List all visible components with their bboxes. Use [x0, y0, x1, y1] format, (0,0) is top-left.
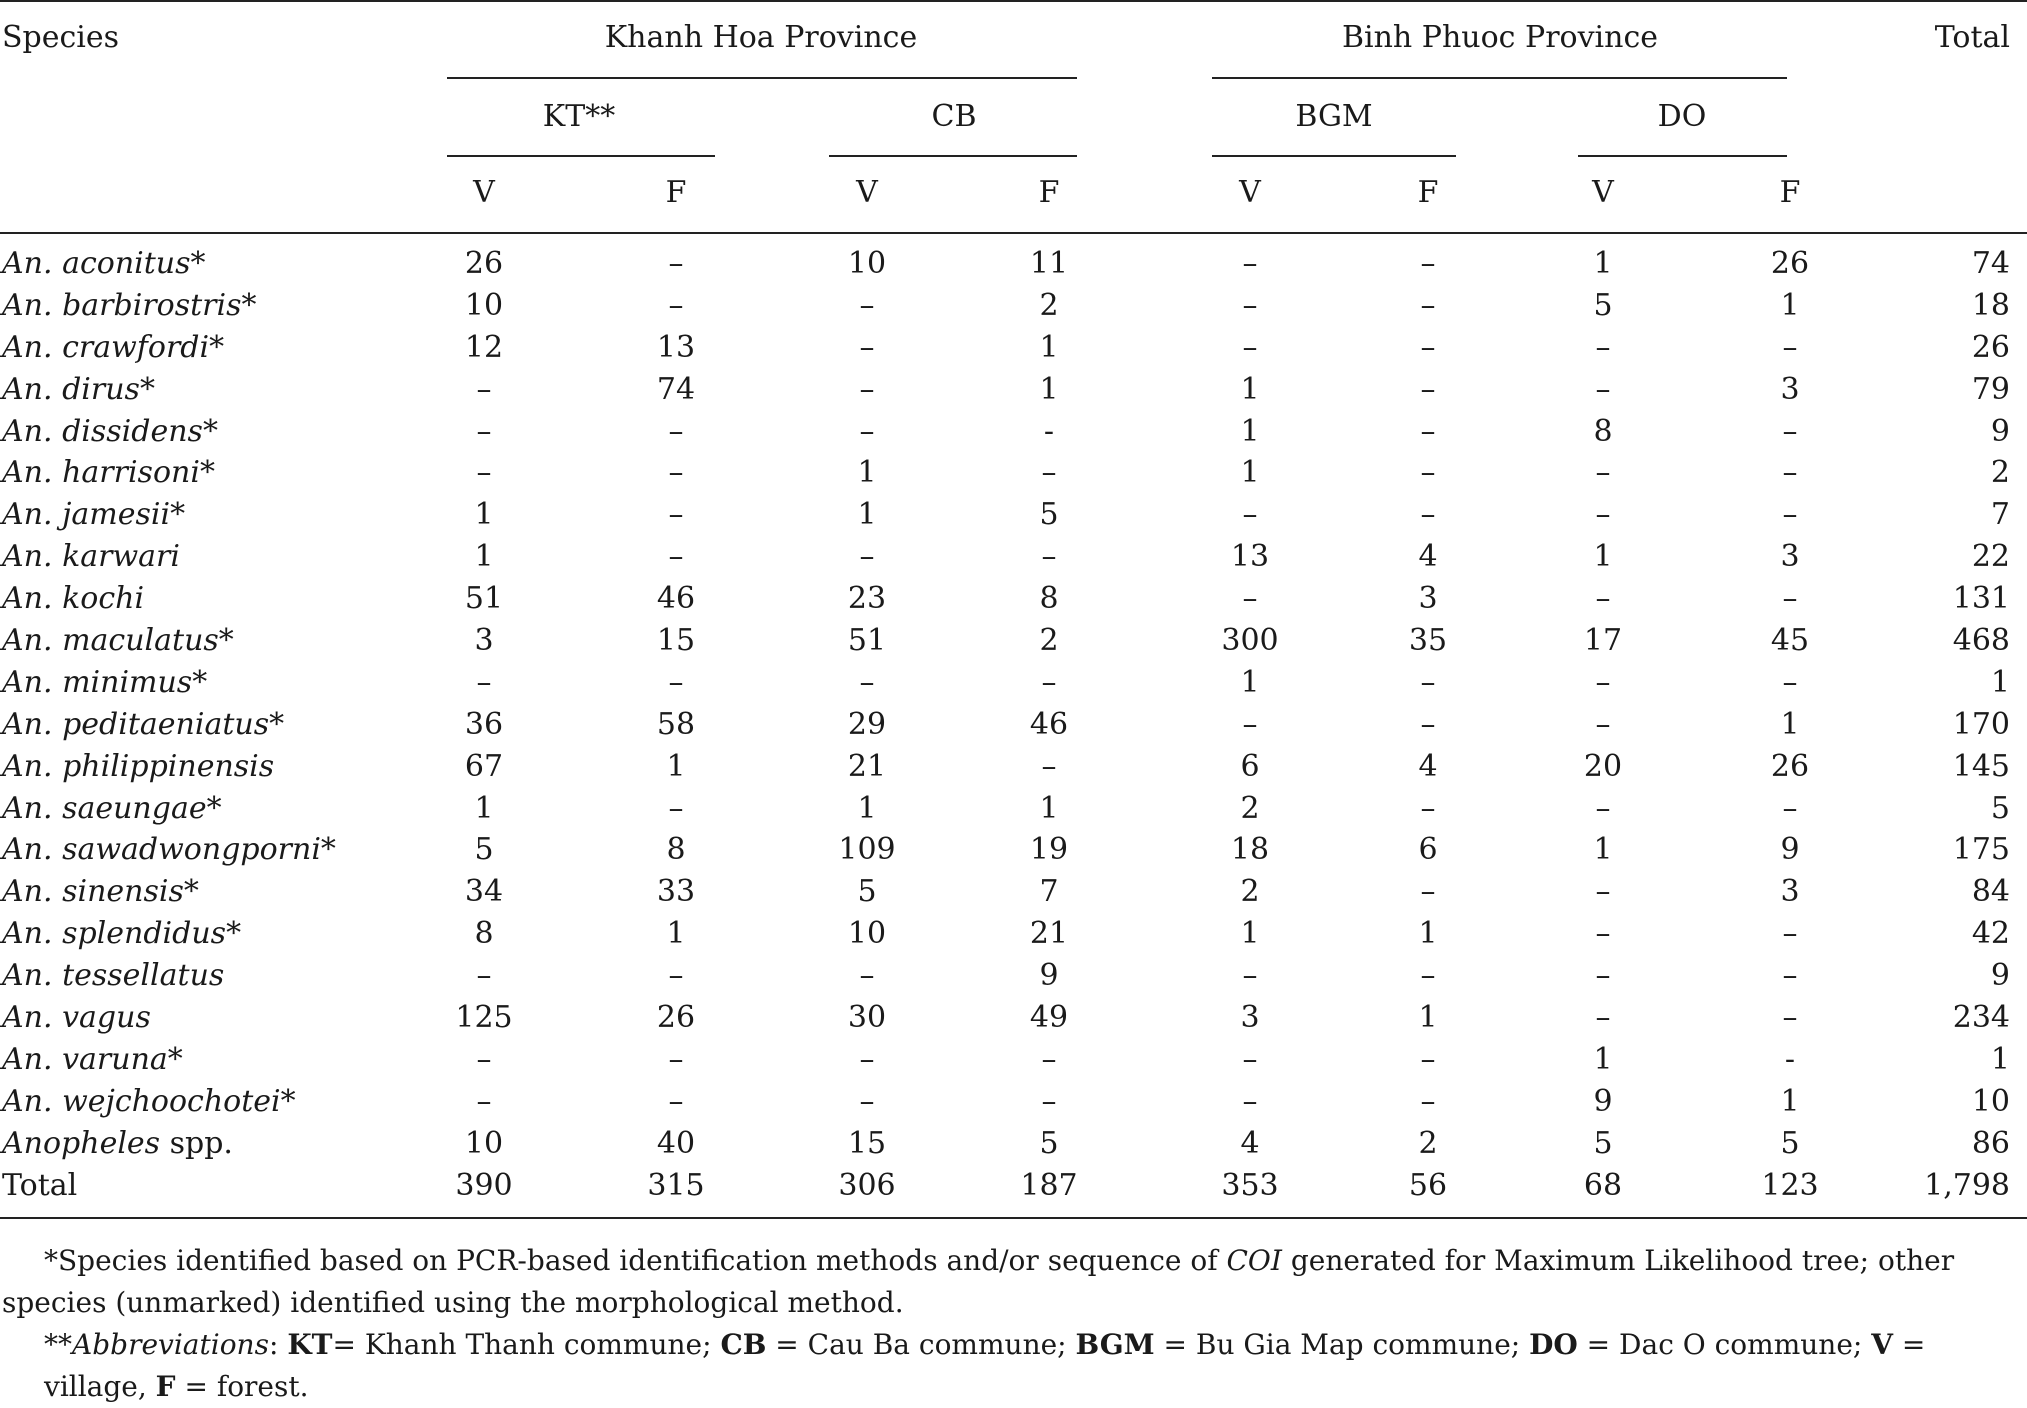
- count-cell: –: [668, 790, 684, 826]
- count-cell: 3: [1780, 539, 1800, 575]
- count-cell: –: [1782, 497, 1798, 533]
- species-name: An. kochi: [2, 581, 145, 617]
- abbreviation-key: DO: [1529, 1328, 1578, 1361]
- count-cell: –: [476, 413, 492, 449]
- count-cell: 26: [656, 1000, 696, 1036]
- count-cell: –: [859, 1083, 875, 1119]
- count-cell: 17: [1583, 623, 1623, 659]
- table-row: [0, 662, 2027, 704]
- count-cell: –: [1420, 329, 1436, 365]
- province-header-binh-phuoc: Binh Phuoc Province: [1341, 20, 1659, 55]
- count-cell: 74: [656, 371, 696, 407]
- count-cell: –: [1595, 329, 1611, 365]
- count-cell: 1: [1593, 1041, 1613, 1077]
- count-cell: –: [1420, 790, 1436, 826]
- count-cell: 35: [1408, 623, 1448, 659]
- count-cell: 5: [1780, 1125, 1800, 1161]
- row-total-cell: 1: [1990, 664, 2010, 700]
- count-cell: 1: [1780, 287, 1800, 323]
- row-total-cell: 9: [1990, 413, 2010, 449]
- count-cell: –: [859, 1041, 875, 1077]
- count-cell: 21: [1029, 916, 1069, 952]
- count-cell: 3: [1418, 581, 1438, 617]
- footnote-abbreviations: **Abbreviations: KT= Khanh Thanh commune; CB = Cau Ba commune; BGM = Bu Gia Map commune; DO = Dac O commune; V = village, F = forest.: [44, 1328, 1926, 1403]
- column-total-cell: 68: [1583, 1167, 1623, 1203]
- table-row: [0, 1039, 2027, 1081]
- table-row: [0, 997, 2027, 1039]
- count-cell: –: [668, 539, 684, 575]
- species-name: An. sinensis*: [2, 874, 199, 910]
- abbreviation-value: forest.: [216, 1370, 309, 1403]
- count-cell: 3: [1780, 371, 1800, 407]
- subheader-cb-v: V: [856, 175, 878, 210]
- species-name: An. dirus*: [2, 371, 155, 407]
- count-cell: 67: [464, 748, 504, 784]
- count-cell: 26: [1770, 246, 1810, 281]
- subheader-do-f: F: [1779, 175, 1801, 210]
- count-cell: 49: [1029, 1000, 1069, 1036]
- count-cell: –: [1595, 664, 1611, 700]
- species-name: An. aconitus*: [2, 246, 206, 281]
- species-name: An. jamesii*: [2, 497, 186, 533]
- count-cell: 1: [1418, 916, 1438, 952]
- count-cell: –: [1782, 664, 1798, 700]
- total-row-label: Total: [2, 1167, 78, 1203]
- column-total-cell: 306: [838, 1167, 896, 1203]
- table-row: [0, 327, 2027, 369]
- row-total-cell: 84: [1971, 874, 2010, 910]
- abbreviation-key: V: [1871, 1328, 1893, 1361]
- column-total-cell: 390: [455, 1167, 513, 1203]
- table-row: [0, 369, 2027, 411]
- count-cell: 2: [1240, 874, 1260, 910]
- count-cell: –: [668, 958, 684, 994]
- count-cell: –: [1041, 539, 1057, 575]
- count-cell: 58: [656, 706, 696, 742]
- count-cell: –: [1782, 581, 1798, 617]
- count-cell: 10: [847, 246, 887, 281]
- commune-rule-do: [1578, 155, 1787, 157]
- count-cell: 45: [1770, 623, 1810, 659]
- grand-total-cell: 1,798: [1924, 1167, 2010, 1203]
- count-cell: –: [1595, 371, 1611, 407]
- abbreviation-value: village,: [44, 1370, 156, 1403]
- subheader-kt-f: F: [665, 175, 687, 210]
- table-row: [0, 243, 2027, 285]
- count-cell: –: [476, 664, 492, 700]
- column-total-cell: 315: [647, 1167, 705, 1203]
- count-cell: –: [1242, 581, 1258, 617]
- row-total-cell: 5: [1990, 790, 2010, 826]
- row-total-cell: 79: [1971, 371, 2010, 407]
- count-cell: –: [476, 958, 492, 994]
- row-total-cell: 1: [1990, 1041, 2010, 1077]
- count-cell: 5: [1039, 1125, 1059, 1161]
- count-cell: 2: [1039, 287, 1059, 323]
- count-cell: 11: [1029, 246, 1069, 281]
- count-cell: –: [1242, 329, 1258, 365]
- commune-rule-cb: [829, 155, 1077, 157]
- row-total-cell: 131: [1952, 581, 2010, 617]
- count-cell: –: [1242, 1041, 1258, 1077]
- count-cell: –: [1420, 371, 1436, 407]
- count-cell: –: [668, 413, 684, 449]
- count-cell: –: [668, 455, 684, 491]
- count-cell: –: [1782, 916, 1798, 952]
- count-cell: –: [859, 329, 875, 365]
- table-row: [0, 871, 2027, 913]
- commune-rule-kt: [447, 155, 715, 157]
- count-cell: 9: [1593, 1083, 1613, 1119]
- row-total-cell: 2: [1990, 455, 2010, 491]
- count-cell: 29: [847, 706, 887, 742]
- count-cell: –: [1782, 455, 1798, 491]
- table-row: [0, 913, 2027, 955]
- species-name: An. dissidens*: [2, 413, 218, 449]
- count-cell: –: [1595, 958, 1611, 994]
- count-cell: –: [1595, 1000, 1611, 1036]
- count-cell: –: [668, 664, 684, 700]
- count-cell: 1: [1039, 790, 1059, 826]
- count-cell: –: [859, 539, 875, 575]
- count-cell: 1: [1240, 916, 1260, 952]
- count-cell: 8: [474, 916, 494, 952]
- count-cell: 51: [847, 623, 887, 659]
- count-cell: 5: [1593, 1125, 1613, 1161]
- commune-header-cb: CB: [931, 99, 977, 134]
- count-cell: 1: [1780, 706, 1800, 742]
- row-total-cell: 22: [1971, 539, 2010, 575]
- count-cell: 3: [474, 623, 494, 659]
- column-total-cell: 123: [1761, 1167, 1819, 1203]
- count-cell: 1: [1780, 1083, 1800, 1119]
- commune-header-bgm: BGM: [1295, 99, 1373, 134]
- count-cell: 8: [1593, 413, 1613, 449]
- count-cell: 5: [857, 874, 877, 910]
- count-cell: –: [1595, 916, 1611, 952]
- species-name: An. karwari: [2, 539, 180, 575]
- abbreviation-key: CB: [720, 1328, 767, 1361]
- count-cell: 5: [1039, 497, 1059, 533]
- count-cell: 30: [847, 1000, 887, 1036]
- species-name: An. peditaeniatus*: [2, 706, 285, 742]
- row-total-cell: 234: [1952, 1000, 2010, 1036]
- species-column-header: Species: [2, 20, 120, 55]
- count-cell: 1: [1039, 371, 1059, 407]
- commune-rule-bgm: [1212, 155, 1456, 157]
- total-row: [0, 1165, 2027, 1207]
- count-cell: 51: [464, 581, 504, 617]
- species-name: An. philippinensis: [2, 748, 275, 784]
- count-cell: 1: [1240, 413, 1260, 449]
- row-total-cell: 42: [1971, 916, 2010, 952]
- count-cell: –: [1420, 455, 1436, 491]
- count-cell: 12: [464, 329, 504, 365]
- count-cell: 1: [857, 790, 877, 826]
- count-cell: 23: [847, 581, 887, 617]
- subheader-cb-f: F: [1038, 175, 1060, 210]
- count-cell: –: [668, 497, 684, 533]
- count-cell: 13: [1230, 539, 1270, 575]
- count-cell: –: [1420, 958, 1436, 994]
- row-total-cell: 145: [1952, 748, 2010, 784]
- count-cell: 33: [656, 874, 696, 910]
- count-cell: –: [1041, 1083, 1057, 1119]
- count-cell: 2: [1240, 790, 1260, 826]
- species-name: Anopheles spp.: [2, 1125, 233, 1161]
- count-cell: 8: [666, 832, 686, 868]
- count-cell: –: [1782, 413, 1798, 449]
- table-body: [0, 243, 2027, 1206]
- count-cell: –: [1595, 497, 1611, 533]
- count-cell: –: [1595, 706, 1611, 742]
- count-cell: –: [668, 287, 684, 323]
- count-cell: –: [476, 1041, 492, 1077]
- count-cell: 109: [838, 832, 896, 868]
- count-cell: 13: [656, 329, 696, 365]
- count-cell: 1: [857, 497, 877, 533]
- table-row: [0, 788, 2027, 830]
- count-cell: 1: [474, 497, 494, 533]
- count-cell: –: [476, 1083, 492, 1119]
- count-cell: 1: [1039, 329, 1059, 365]
- count-cell: 46: [656, 581, 696, 617]
- count-cell: –: [859, 287, 875, 323]
- count-cell: –: [1420, 874, 1436, 910]
- count-cell: –: [1420, 1083, 1436, 1119]
- abbreviation-value: Bu Gia Map commune;: [1195, 1328, 1530, 1361]
- count-cell: 34: [464, 874, 504, 910]
- table-row: [0, 536, 2027, 578]
- province-rule-binh-phuoc: [1212, 77, 1787, 79]
- count-cell: 9: [1039, 958, 1059, 994]
- abbreviation-value: Khanh Thanh commune;: [364, 1328, 721, 1361]
- table-row: [0, 704, 2027, 746]
- count-cell: 1: [1593, 246, 1613, 281]
- count-cell: –: [1041, 664, 1057, 700]
- abbreviation-key: KT: [287, 1328, 333, 1361]
- abbreviation-key: F: [155, 1370, 176, 1403]
- row-total-cell: 26: [1971, 329, 2010, 365]
- table-row: [0, 452, 2027, 494]
- count-cell: 1: [1593, 539, 1613, 575]
- species-name: An. varuna*: [2, 1041, 183, 1077]
- province-header-khanh-hoa: Khanh Hoa Province: [604, 20, 918, 55]
- province-rule-khanh-hoa: [447, 77, 1077, 79]
- species-name: An. wejchoochotei*: [2, 1083, 296, 1119]
- count-cell: –: [1041, 748, 1057, 784]
- count-cell: 20: [1583, 748, 1623, 784]
- column-total-cell: 353: [1221, 1167, 1279, 1203]
- count-cell: –: [1420, 246, 1436, 281]
- table-row: [0, 494, 2027, 536]
- count-cell: –: [859, 958, 875, 994]
- count-cell: –: [1420, 413, 1436, 449]
- count-cell: 5: [474, 832, 494, 868]
- count-cell: 3: [1240, 1000, 1260, 1036]
- count-cell: 1: [1240, 664, 1260, 700]
- header-bottom-rule: [0, 232, 2027, 234]
- species-name: An. barbirostris*: [2, 287, 257, 323]
- count-cell: –: [1420, 497, 1436, 533]
- total-column-header: Total: [1934, 20, 2010, 55]
- count-cell: –: [476, 455, 492, 491]
- table-footnotes: [2, 1240, 2022, 1408]
- count-cell: –: [1782, 790, 1798, 826]
- count-cell: –: [668, 246, 684, 281]
- count-cell: 1: [666, 748, 686, 784]
- count-cell: –: [859, 413, 875, 449]
- count-cell: –: [1595, 790, 1611, 826]
- count-cell: –: [668, 1083, 684, 1119]
- count-cell: 1: [1240, 455, 1260, 491]
- count-cell: –: [1242, 246, 1258, 281]
- subheader-bgm-v: V: [1239, 175, 1261, 210]
- count-cell: 21: [847, 748, 887, 784]
- table-row: [0, 285, 2027, 327]
- count-cell: 3: [1780, 874, 1800, 910]
- count-cell: 15: [656, 623, 696, 659]
- count-cell: –: [859, 371, 875, 407]
- subheader-do-v: V: [1592, 175, 1614, 210]
- count-cell: 10: [464, 287, 504, 323]
- count-cell: 9: [1780, 832, 1800, 868]
- count-cell: 1: [1593, 832, 1613, 868]
- table-bottom-rule: [0, 1217, 2027, 1219]
- row-total-cell: 468: [1952, 623, 2010, 659]
- count-cell: 18: [1230, 832, 1270, 868]
- count-cell: 4: [1418, 539, 1438, 575]
- species-name: An. splendidus*: [2, 916, 242, 952]
- count-cell: –: [1242, 958, 1258, 994]
- subheader-kt-v: V: [473, 175, 495, 210]
- count-cell: 36: [464, 706, 504, 742]
- row-total-cell: 10: [1971, 1083, 2010, 1119]
- count-cell: 15: [847, 1125, 887, 1161]
- table-row: [0, 1123, 2027, 1165]
- species-name: An. vagus: [2, 1000, 151, 1036]
- count-cell: 125: [455, 1000, 513, 1036]
- count-cell: 7: [1039, 874, 1059, 910]
- table-row: [0, 746, 2027, 788]
- count-cell: 4: [1418, 748, 1438, 784]
- footnote-species-identification: *Species identified based on PCR-based identification methods and/or sequence of COI generated for Maximum Likelihood tree; other species (unmarked) identified using the morphological method.: [2, 1244, 1955, 1319]
- count-cell: 1: [1418, 1000, 1438, 1036]
- commune-header-kt: KT**: [542, 99, 616, 134]
- count-cell: –: [1595, 581, 1611, 617]
- row-total-cell: 9: [1990, 958, 2010, 994]
- count-cell: 1: [474, 539, 494, 575]
- count-cell: 26: [464, 246, 504, 281]
- abbreviation-value: Cau Ba commune;: [807, 1328, 1076, 1361]
- count-cell: 10: [847, 916, 887, 952]
- table-row: [0, 955, 2027, 997]
- count-cell: 26: [1770, 748, 1810, 784]
- count-cell: -: [1784, 1041, 1796, 1077]
- count-cell: 8: [1039, 581, 1059, 617]
- count-cell: 40: [656, 1125, 696, 1161]
- count-cell: 46: [1029, 706, 1069, 742]
- count-cell: 1: [1240, 371, 1260, 407]
- count-cell: 4: [1240, 1125, 1260, 1161]
- count-cell: –: [1242, 706, 1258, 742]
- count-cell: –: [1595, 455, 1611, 491]
- count-cell: 1: [666, 916, 686, 952]
- count-cell: –: [1782, 1000, 1798, 1036]
- count-cell: –: [1420, 287, 1436, 323]
- table-row: [0, 620, 2027, 662]
- count-cell: –: [1242, 287, 1258, 323]
- table-top-rule: [0, 0, 2027, 2]
- count-cell: –: [1782, 958, 1798, 994]
- column-total-cell: 56: [1408, 1167, 1448, 1203]
- count-cell: –: [1420, 664, 1436, 700]
- column-total-cell: 187: [1020, 1167, 1078, 1203]
- count-cell: –: [859, 664, 875, 700]
- species-name: An. minimus*: [2, 664, 208, 700]
- count-cell: 5: [1593, 287, 1613, 323]
- subheader-bgm-f: F: [1417, 175, 1439, 210]
- count-cell: –: [1242, 1083, 1258, 1119]
- count-cell: 2: [1039, 623, 1059, 659]
- count-cell: –: [476, 371, 492, 407]
- row-total-cell: 86: [1971, 1125, 2010, 1161]
- table-row: [0, 829, 2027, 871]
- species-name: An. maculatus*: [2, 623, 234, 659]
- species-name: An. harrisoni*: [2, 455, 215, 491]
- table-row: [0, 411, 2027, 453]
- row-total-cell: 7: [1990, 497, 2010, 533]
- abbreviation-value: Dac O commune;: [1619, 1328, 1872, 1361]
- count-cell: –: [1782, 329, 1798, 365]
- species-name: An. saeungae*: [2, 790, 222, 826]
- species-name: An. tessellatus: [2, 958, 225, 994]
- row-total-cell: 18: [1971, 287, 2010, 323]
- count-cell: –: [1595, 874, 1611, 910]
- count-cell: 6: [1418, 832, 1438, 868]
- count-cell: 1: [857, 455, 877, 491]
- count-cell: –: [1420, 1041, 1436, 1077]
- count-cell: 300: [1221, 623, 1279, 659]
- abbreviation-key: BGM: [1075, 1328, 1155, 1361]
- species-name: An. sawadwongporni*: [2, 832, 336, 868]
- count-cell: 1: [474, 790, 494, 826]
- commune-header-do: DO: [1657, 99, 1707, 134]
- row-total-cell: 74: [1971, 246, 2010, 281]
- count-cell: –: [1041, 455, 1057, 491]
- count-cell: -: [1043, 413, 1055, 449]
- count-cell: –: [1242, 497, 1258, 533]
- count-cell: –: [1041, 1041, 1057, 1077]
- table-row: [0, 1081, 2027, 1123]
- count-cell: 19: [1029, 832, 1069, 868]
- row-total-cell: 170: [1952, 706, 2010, 742]
- count-cell: 10: [464, 1125, 504, 1161]
- row-total-cell: 175: [1952, 832, 2010, 868]
- count-cell: –: [1420, 706, 1436, 742]
- table-row: [0, 578, 2027, 620]
- count-cell: 6: [1240, 748, 1260, 784]
- count-cell: 2: [1418, 1125, 1438, 1161]
- count-cell: –: [668, 1041, 684, 1077]
- species-name: An. crawfordi*: [2, 329, 225, 365]
